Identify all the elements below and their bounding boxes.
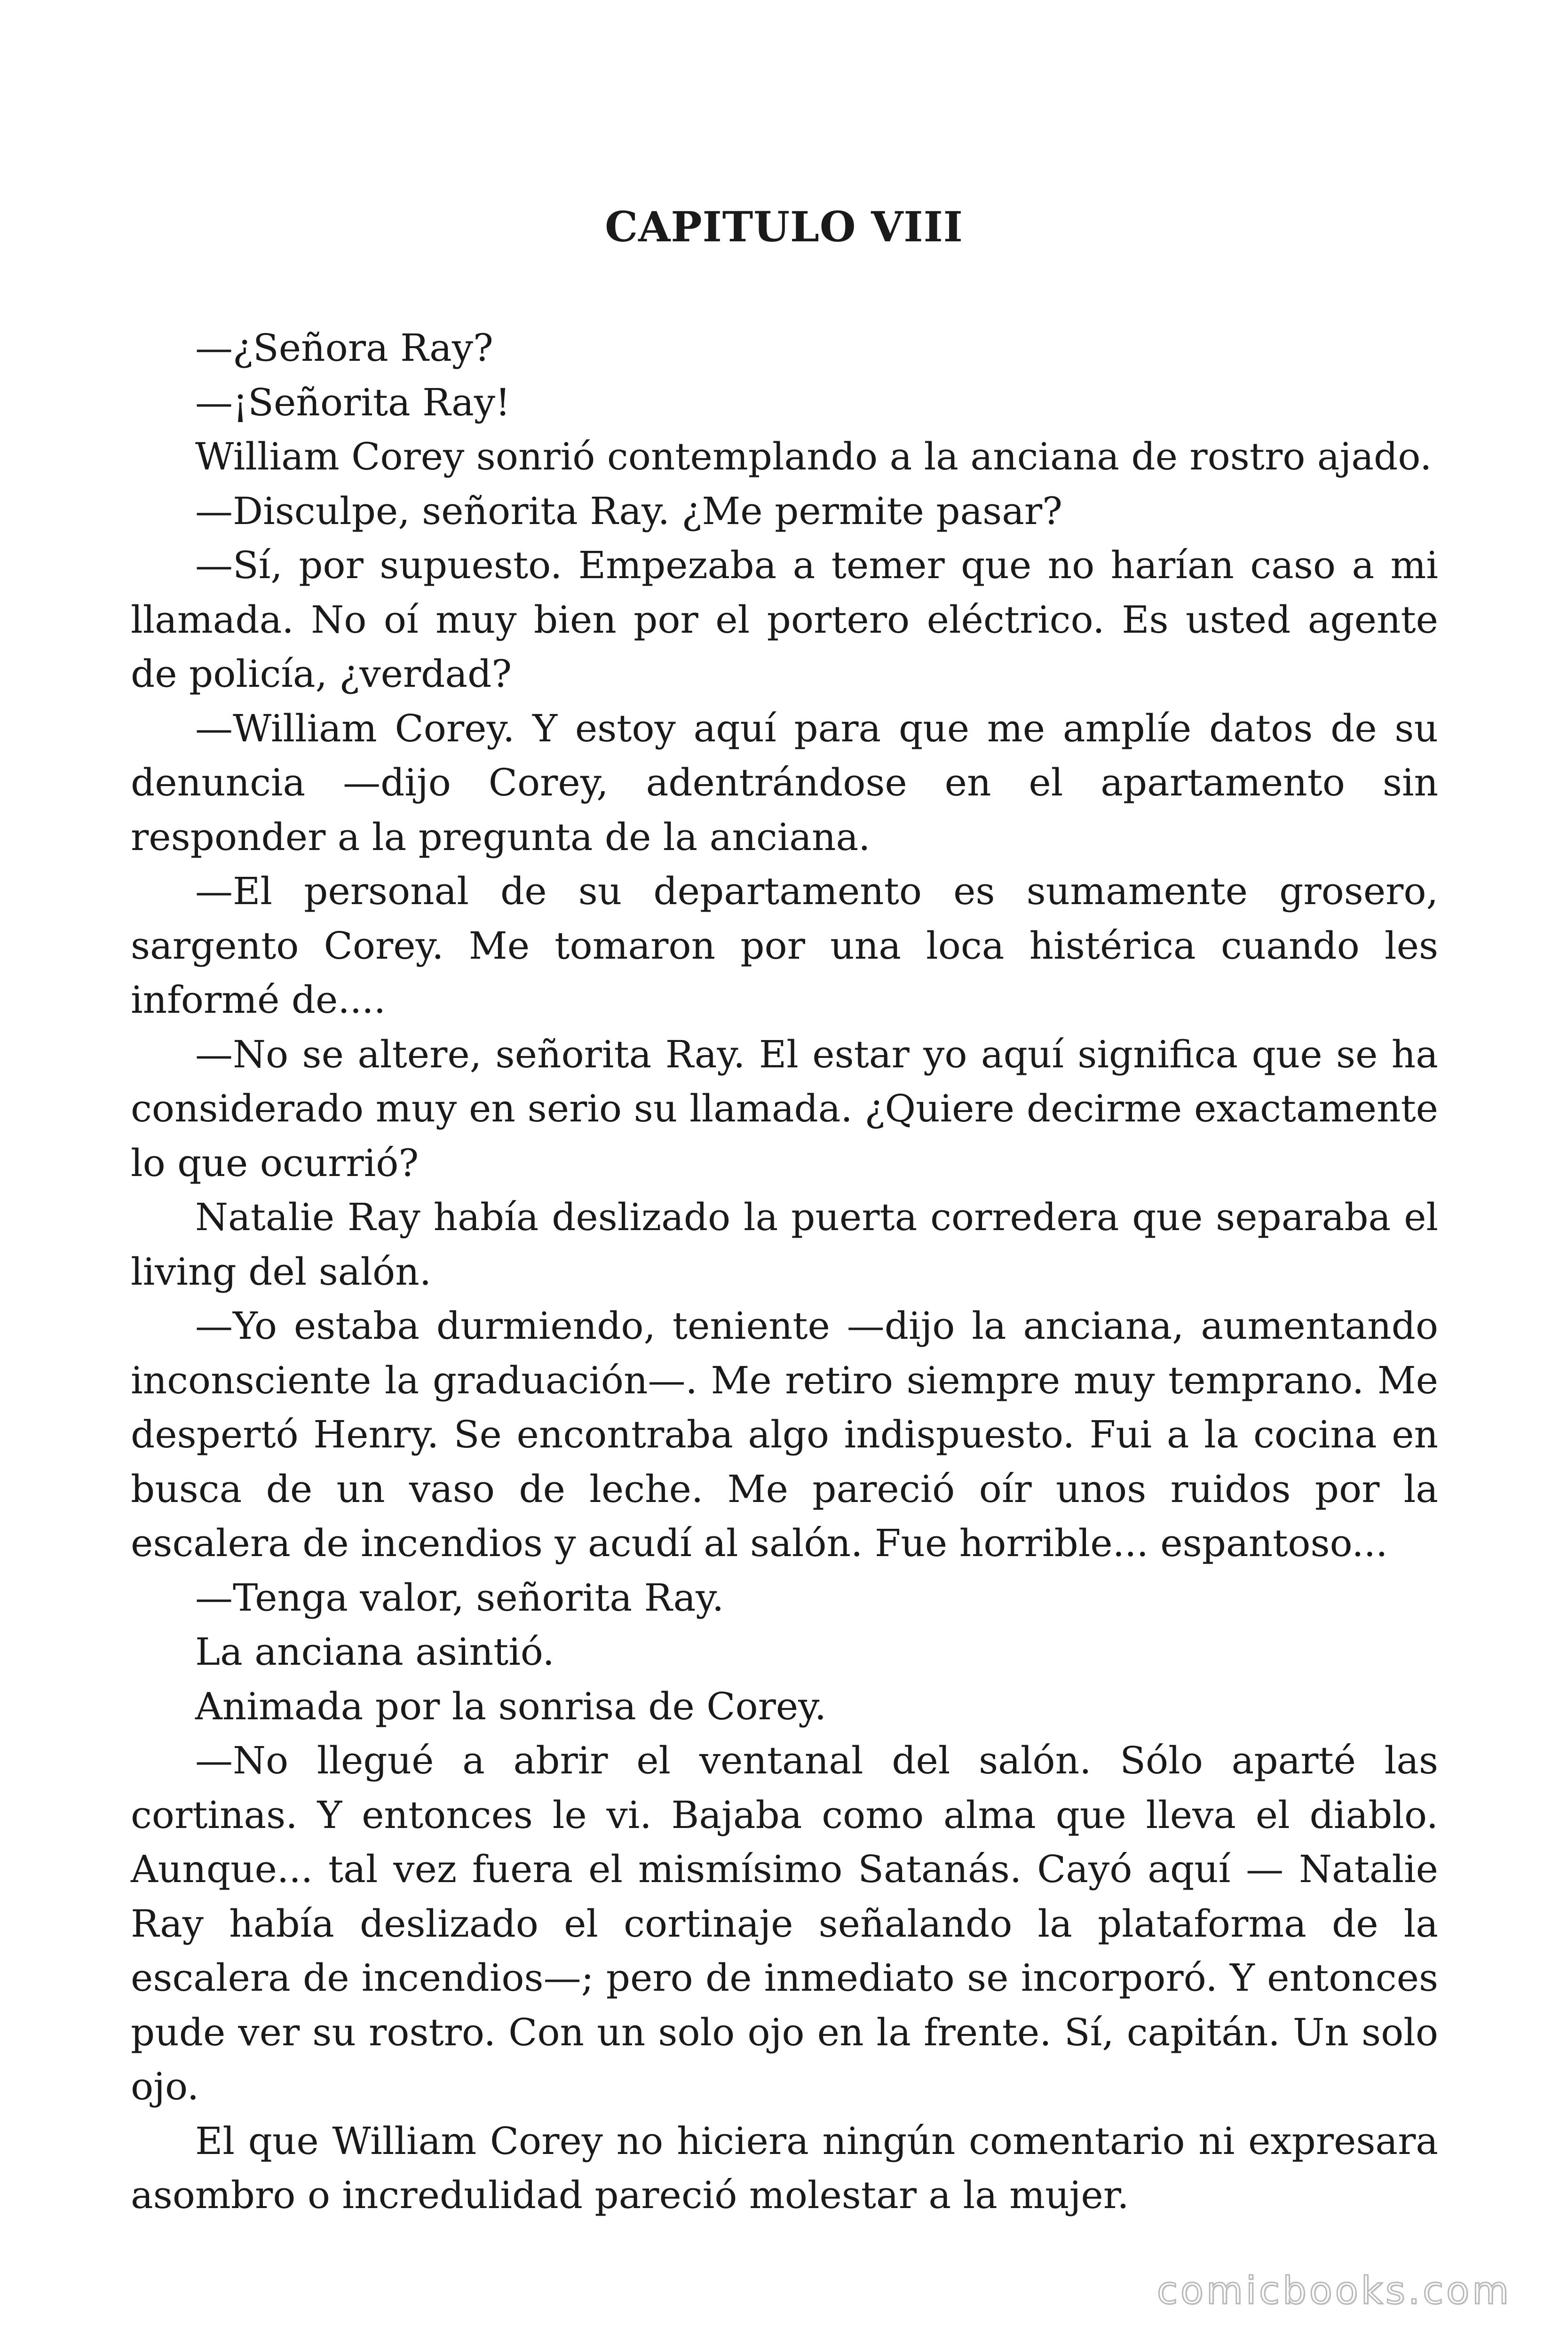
paragraph: —No llegué a abrir el ventanal del salón. Sólo aparté las cortinas. Y entonces le vi. Bajaba como alma que lleva el diablo. Aunque... tal vez fuera el mismísimo Satanás. Cayó aquí — Natalie Ray había deslizado el cortinaje señalando la plataforma de la escalera de incendios—; pero de inmediato se incorporó. Y entonces pude ver su rostro. Con un solo ojo en la frente. Sí, capitán. Un solo ojo. [131,1739,1438,2108]
paragraph: —¿Señora Ray? [195,326,493,370]
paragraph: —Disculpe, señorita Ray. ¿Me permite pasar? [195,489,1063,533]
paragraph: —¡Señorita Ray! [195,380,511,424]
paragraph: William Corey sonrió contemplando a la anciana de rostro ajado. [195,435,1432,478]
paragraph: —Sí, por supuesto. Empezaba a temer que no harían caso a mi llamada. No oí muy bien por el portero eléctrico. Es usted agente de policía, ¿verdad? [131,543,1438,696]
paragraph: —Yo estaba durmiendo, teniente —dijo la anciana, aumentando inconsciente la graduación—. Me retiro siempre muy temprano. Me despertó Henry. Se encontraba algo indispuesto. Fui a la cocina en busca de un vaso de leche. Me pareció oír unos ruidos por la escalera de incendios y acudí al salón. Fue horrible... espantoso... [131,1304,1438,1565]
paragraph: Natalie Ray había deslizado la puerta corredera que separaba el living del salón. [131,1195,1438,1294]
paragraph: La anciana asintió. [195,1630,554,1674]
paragraph: —No se altere, señorita Ray. El estar yo aquí significa que se ha considerado muy en serio su llamada. ¿Quiere decirme exactamente lo que ocurrió? [131,1032,1438,1185]
body-text [131,321,1438,2223]
paragraph: Animada por la sonrisa de Corey. [195,1684,827,1728]
paragraph: —William Corey. Y estoy aquí para que me amplíe datos de su denuncia —dijo Corey, adentrándose en el apartamento sin responder a la pregunta de la anciana. [131,706,1438,859]
paragraph: —El personal de su departamento es sumamente grosero, sargento Corey. Me tomaron por una loca histérica cuando les informé de.... [131,869,1438,1022]
paragraph: El que William Corey no hiciera ningún comentario ni expresara asombro o incredulidad pareció molestar a la mujer. [131,2119,1438,2217]
paragraph: —Tenga valor, señorita Ray. [195,1575,724,1620]
watermark: comicbooks.com [1156,2269,1512,2312]
chapter-title: CAPITULO VIII [605,202,963,251]
